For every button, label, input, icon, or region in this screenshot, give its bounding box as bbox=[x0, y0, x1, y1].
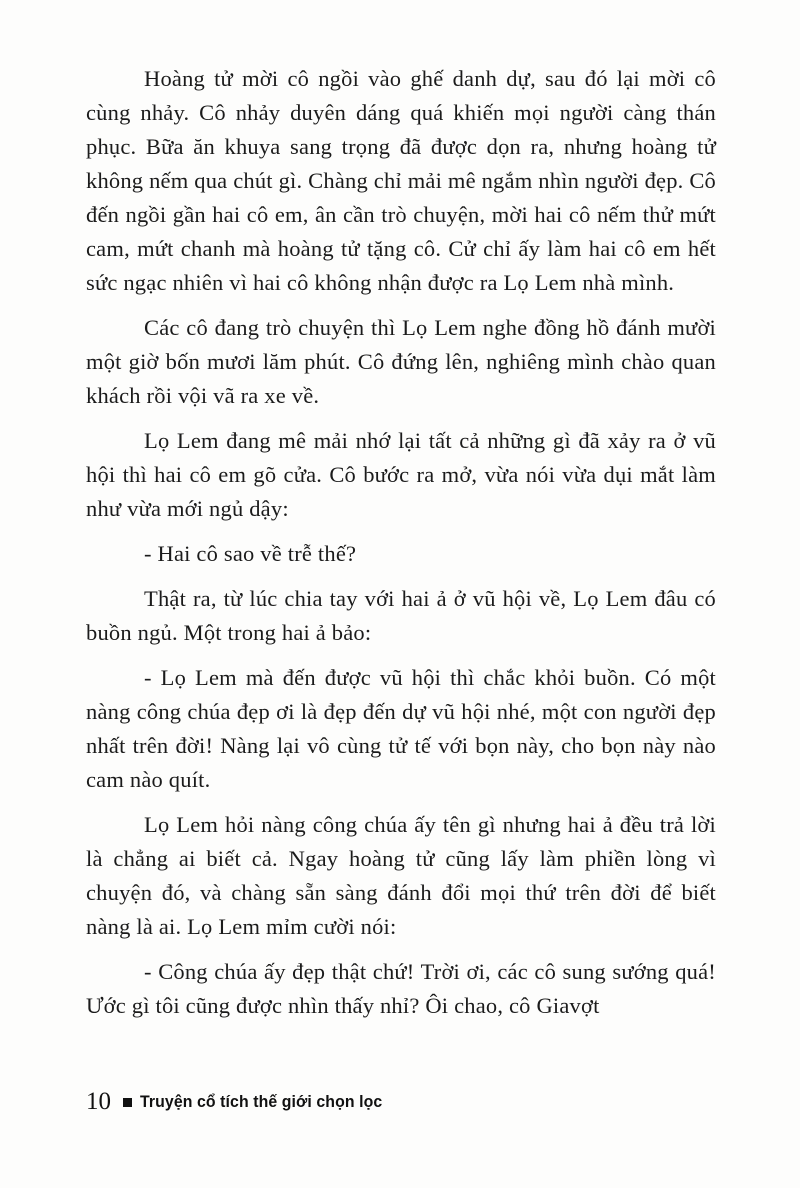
page-text bbox=[86, 62, 716, 1023]
paragraph: Lọ Lem hỏi nàng công chúa ấy tên gì nhưng hai ả đều trả lời là chẳng ai biết cả. Ngay hoàng tử cũng lấy làm phiền lòng vì chuyện đó, và chàng sẵn sàng đánh đổi mọi thứ trên đời để biết nàng là ai. Lọ Lem mỉm cười nói: bbox=[86, 812, 716, 939]
paragraph: - Hai cô sao về trễ thế? bbox=[144, 541, 357, 566]
square-bullet-icon bbox=[123, 1098, 132, 1107]
paragraph: Các cô đang trò chuyện thì Lọ Lem nghe đồng hồ đánh mười một giờ bốn mươi lăm phút. Cô đứng lên, nghiêng mình chào quan khách rồi vội vã ra xe về. bbox=[86, 315, 716, 408]
paragraph: Thật ra, từ lúc chia tay với hai ả ở vũ hội về, Lọ Lem đâu có buồn ngủ. Một trong hai ả bảo: bbox=[86, 586, 716, 645]
paragraph: - Công chúa ấy đẹp thật chứ! Trời ơi, các cô sung sướng quá! Ước gì tôi cũng được nhìn thấy nhỉ? Ôi chao, cô Giavợt bbox=[86, 959, 716, 1018]
paragraph: - Lọ Lem mà đến được vũ hội thì chắc khỏi buồn. Có một nàng công chúa đẹp ơi là đẹp đến dự vũ hội nhé, một con người đẹp nhất trên đời! Nàng lại vô cùng tử tế với bọn này, cho bọn này nào cam nào quít. bbox=[86, 665, 716, 792]
page-footer bbox=[86, 1088, 392, 1116]
book-title: Truyện cổ tích thế giới chọn lọc bbox=[140, 1092, 383, 1111]
page-number: 10 bbox=[86, 1088, 111, 1115]
paragraph: Hoàng tử mời cô ngồi vào ghế danh dự, sau đó lại mời cô cùng nhảy. Cô nhảy duyên dáng quá khiến mọi người càng thán phục. Bữa ăn khuya sang trọng đã được dọn ra, nhưng hoàng tử không nếm qua chút gì. Chàng chỉ mải mê ngắm nhìn người đẹp. Cô đến ngồi gần hai cô em, ân cần trò chuyện, mời hai cô nếm thử mứt cam, mứt chanh mà hoàng tử tặng cô. Cử chỉ ấy làm hai cô em hết sức ngạc nhiên vì hai cô không nhận được ra Lọ Lem nhà mình. bbox=[86, 66, 716, 295]
paragraph: Lọ Lem đang mê mải nhớ lại tất cả những gì đã xảy ra ở vũ hội thì hai cô em gõ cửa. Cô bước ra mở, vừa nói vừa dụi mắt làm như vừa mới ngủ dậy: bbox=[86, 428, 716, 521]
